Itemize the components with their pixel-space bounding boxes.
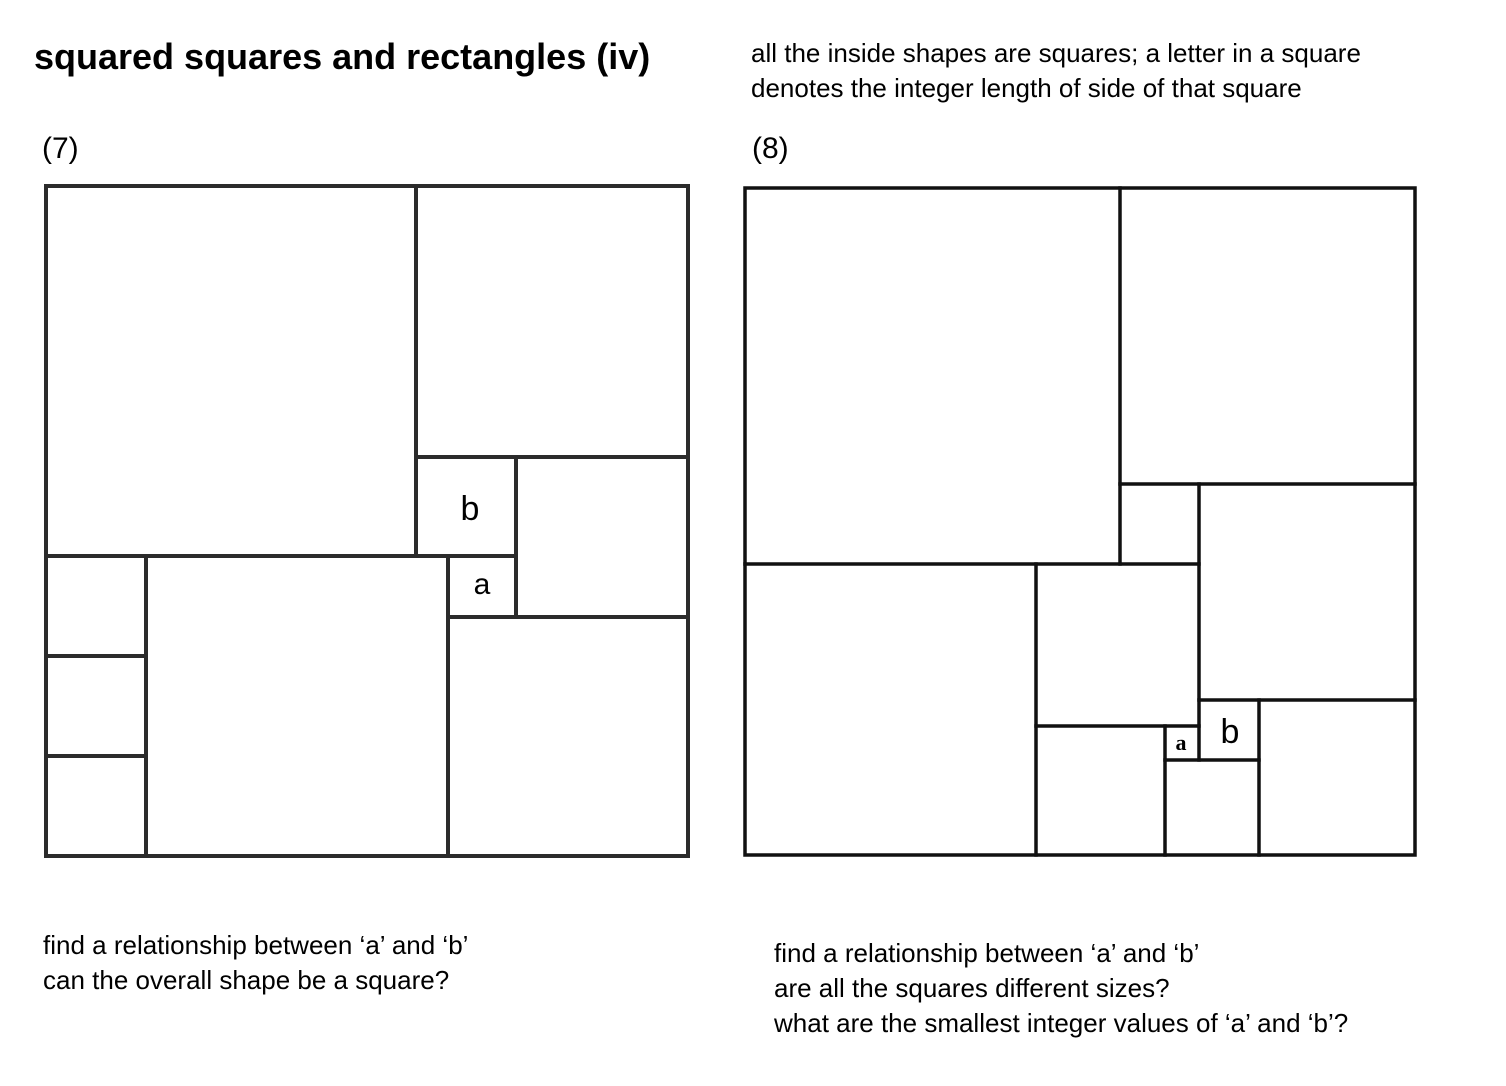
puzzle-8-question-1: find a relationship between ‘a’ and ‘b’ bbox=[774, 938, 1200, 968]
instructions-line-2: denotes the integer length of side of that square bbox=[751, 73, 1302, 103]
instructions-line-1: all the inside shapes are squares; a letter in a square bbox=[751, 38, 1361, 68]
puzzle-7-question-1: find a relationship between ‘a’ and ‘b’ bbox=[43, 930, 469, 960]
puzzle-8-diagram bbox=[745, 188, 1415, 855]
puzzle-7-diagram bbox=[46, 186, 688, 856]
puzzle-7-label: (7) bbox=[42, 132, 79, 165]
puzzle-7-letter-a: a bbox=[473, 568, 491, 601]
page-title: squared squares and rectangles (iv) bbox=[34, 36, 651, 77]
puzzle-7-letter-b: b bbox=[460, 490, 480, 528]
puzzle-7-questions bbox=[43, 928, 468, 998]
puzzle-8-label: (8) bbox=[752, 132, 789, 165]
puzzle-8-question-3: what are the smallest integer values of ‘a’ and ‘b’? bbox=[774, 1008, 1349, 1038]
puzzle-7-question-2: can the overall shape be a square? bbox=[43, 965, 450, 995]
puzzle-8-letter-a: a bbox=[1175, 730, 1187, 755]
puzzle-8-letter-b: b bbox=[1220, 713, 1240, 751]
puzzle-8-questions bbox=[774, 936, 1348, 1041]
puzzle-8-question-2: are all the squares different sizes? bbox=[774, 973, 1170, 1003]
puzzle-8-outer-rectangle bbox=[745, 188, 1415, 855]
